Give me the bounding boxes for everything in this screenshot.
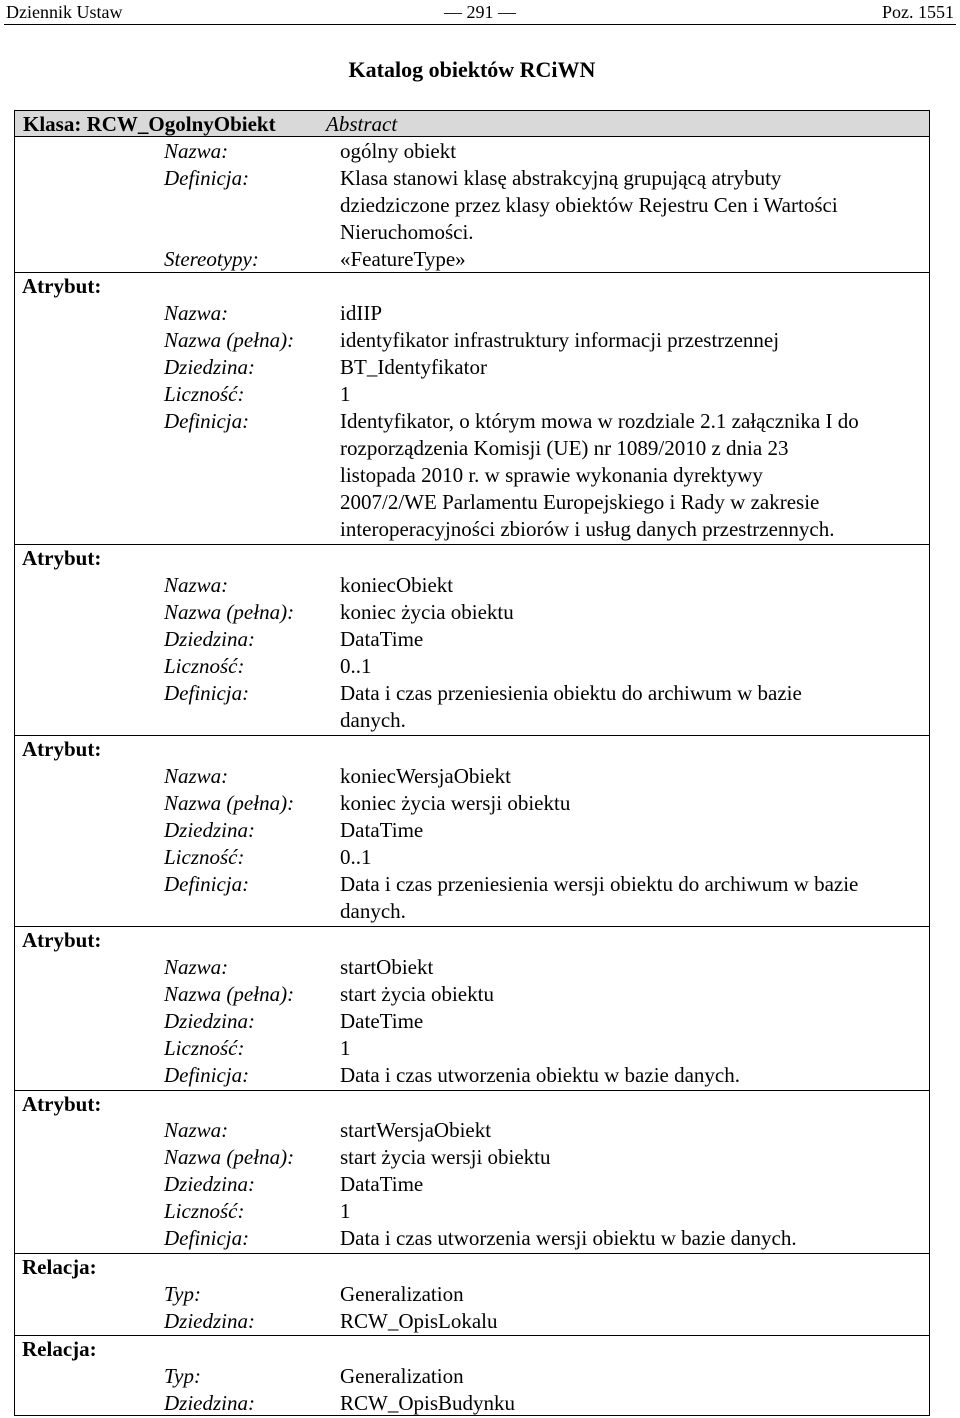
section-divider — [15, 544, 929, 545]
relacja-typ-value: Generalization — [340, 1282, 464, 1306]
atrybut-licznosc-value: 0..1 — [340, 845, 372, 869]
dziedzina-label: Dziedzina: — [164, 818, 255, 842]
atrybut-nazwa-pelna-value: start życia wersji obiektu — [340, 1145, 551, 1169]
definicja-label: Definicja: — [164, 1063, 250, 1087]
definicja-label: Definicja: — [164, 1226, 250, 1250]
atrybut-heading: Atrybut: — [22, 737, 102, 761]
atrybut-nazwa-value: koniecObiekt — [340, 573, 454, 597]
page-number: — 291 — — [444, 2, 516, 22]
class-name: Klasa: RCW_OgolnyObiekt — [23, 112, 276, 136]
section-divider — [15, 272, 929, 273]
definicja-label: Definicja: — [164, 872, 250, 896]
page-header — [0, 0, 960, 26]
class-abstract: Abstract — [326, 112, 398, 136]
section-divider — [15, 735, 929, 736]
class-stereotypy-label: Stereotypy: — [164, 247, 259, 271]
position-number: Poz. 1551 — [882, 2, 954, 22]
atrybut-definicja-line: Data i czas utworzenia obiektu w bazie danych. — [340, 1063, 740, 1087]
atrybut-licznosc-value: 1 — [340, 1036, 351, 1060]
relacja-heading: Relacja: — [22, 1337, 97, 1361]
atrybut-definicja-line: danych. — [340, 708, 406, 732]
class-nazwa-label: Nazwa: — [164, 139, 229, 163]
section-divider — [15, 1090, 929, 1091]
atrybut-definicja-line: Data i czas przeniesienia wersji obiektu do archiwum w bazie — [340, 872, 859, 896]
nazwa-label: Nazwa: — [164, 301, 229, 325]
atrybut-licznosc-value: 0..1 — [340, 654, 372, 678]
journal-name: Dziennik Ustaw — [6, 2, 123, 22]
atrybut-nazwa-value: startObiekt — [340, 955, 434, 979]
nazwa-label: Nazwa: — [164, 764, 229, 788]
atrybut-nazwa-value: idIIP — [340, 301, 382, 325]
dziedzina-label: Dziedzina: — [164, 1172, 255, 1196]
class-nazwa-value: ogólny obiekt — [340, 139, 457, 163]
class-definicja-label: Definicja: — [164, 166, 250, 190]
licznosc-label: Liczność: — [164, 1199, 245, 1223]
atrybut-nazwa-value: startWersjaObiekt — [340, 1118, 492, 1142]
licznosc-label: Liczność: — [164, 1036, 245, 1060]
class-stereotypy-value: «FeatureType» — [340, 247, 466, 271]
class-definicja-line: Klasa stanowi klasę abstrakcyjną grupującą atrybuty — [340, 166, 782, 190]
relacja-dziedzina-value: RCW_OpisBudynku — [340, 1391, 516, 1415]
relacja-heading: Relacja: — [22, 1255, 97, 1279]
section-divider — [15, 1253, 929, 1254]
header-rule — [4, 24, 956, 25]
atrybut-dziedzina-value: DateTime — [340, 1009, 424, 1033]
definicja-label: Definicja: — [164, 681, 250, 705]
atrybut-definicja-line: interoperacyjności zbiorów i usług danych przestrzennych. — [340, 517, 835, 541]
atrybut-definicja-line: Data i czas utworzenia wersji obiektu w bazie danych. — [340, 1226, 797, 1250]
class-header-row — [15, 111, 929, 137]
atrybut-dziedzina-value: BT_Identyfikator — [340, 355, 487, 379]
atrybut-nazwa-pelna-value: identyfikator infrastruktury informacji przestrzennej — [340, 328, 780, 352]
document-title: Katalog obiektów RCiWN — [348, 57, 596, 82]
licznosc-label: Liczność: — [164, 382, 245, 406]
typ-label: Typ: — [164, 1364, 201, 1388]
licznosc-label: Liczność: — [164, 845, 245, 869]
atrybut-nazwa-pelna-value: koniec życia obiektu — [340, 600, 514, 624]
nazwa-pelna-label: Nazwa (pełna): — [164, 982, 295, 1006]
atrybut-definicja-line: Identyfikator, o którym mowa w rozdziale 2.1 załącznika I do — [340, 409, 859, 433]
section-divider — [15, 926, 929, 927]
class-definicja-line: Nieruchomości. — [340, 220, 474, 244]
nazwa-pelna-label: Nazwa (pełna): — [164, 791, 295, 815]
atrybut-heading: Atrybut: — [22, 928, 102, 952]
nazwa-label: Nazwa: — [164, 1118, 229, 1142]
nazwa-label: Nazwa: — [164, 955, 229, 979]
atrybut-nazwa-pelna-value: koniec życia wersji obiektu — [340, 791, 571, 815]
dziedzina-label: Dziedzina: — [164, 1009, 255, 1033]
nazwa-label: Nazwa: — [164, 573, 229, 597]
atrybut-nazwa-value: koniecWersjaObiekt — [340, 764, 511, 788]
atrybut-dziedzina-value: DataTime — [340, 1172, 424, 1196]
relacja-dziedzina-value: RCW_OpisLokalu — [340, 1309, 498, 1333]
atrybut-definicja-line: danych. — [340, 899, 406, 923]
atrybut-definicja-line: rozporządzenia Komisji (UE) nr 1089/2010 z dnia 23 — [340, 436, 789, 460]
atrybut-nazwa-pelna-value: start życia obiektu — [340, 982, 494, 1006]
atrybut-heading: Atrybut: — [22, 1092, 102, 1116]
atrybut-definicja-line: 2007/2/WE Parlamentu Europejskiego i Rady w zakresie — [340, 490, 820, 514]
atrybut-dziedzina-value: DataTime — [340, 818, 424, 842]
nazwa-pelna-label: Nazwa (pełna): — [164, 600, 295, 624]
class-definicja-line: dziedziczone przez klasy obiektów Rejestru Cen i Wartości — [340, 193, 838, 217]
dziedzina-label: Dziedzina: — [164, 1309, 255, 1333]
atrybut-licznosc-value: 1 — [340, 1199, 351, 1223]
dziedzina-label: Dziedzina: — [164, 627, 255, 651]
section-divider — [15, 1335, 929, 1336]
atrybut-definicja-line: Data i czas przeniesienia obiektu do archiwum w bazie — [340, 681, 802, 705]
definicja-label: Definicja: — [164, 409, 250, 433]
nazwa-pelna-label: Nazwa (pełna): — [164, 328, 295, 352]
nazwa-pelna-label: Nazwa (pełna): — [164, 1145, 295, 1169]
dziedzina-label: Dziedzina: — [164, 355, 255, 379]
relacja-typ-value: Generalization — [340, 1364, 464, 1388]
typ-label: Typ: — [164, 1282, 201, 1306]
atrybut-definicja-line: listopada 2010 r. w sprawie wykonania dyrektywy — [340, 463, 763, 487]
licznosc-label: Liczność: — [164, 654, 245, 678]
dziedzina-label: Dziedzina: — [164, 1391, 255, 1415]
atrybut-heading: Atrybut: — [22, 546, 102, 570]
atrybut-licznosc-value: 1 — [340, 382, 351, 406]
atrybut-heading: Atrybut: — [22, 274, 102, 298]
atrybut-dziedzina-value: DataTime — [340, 627, 424, 651]
